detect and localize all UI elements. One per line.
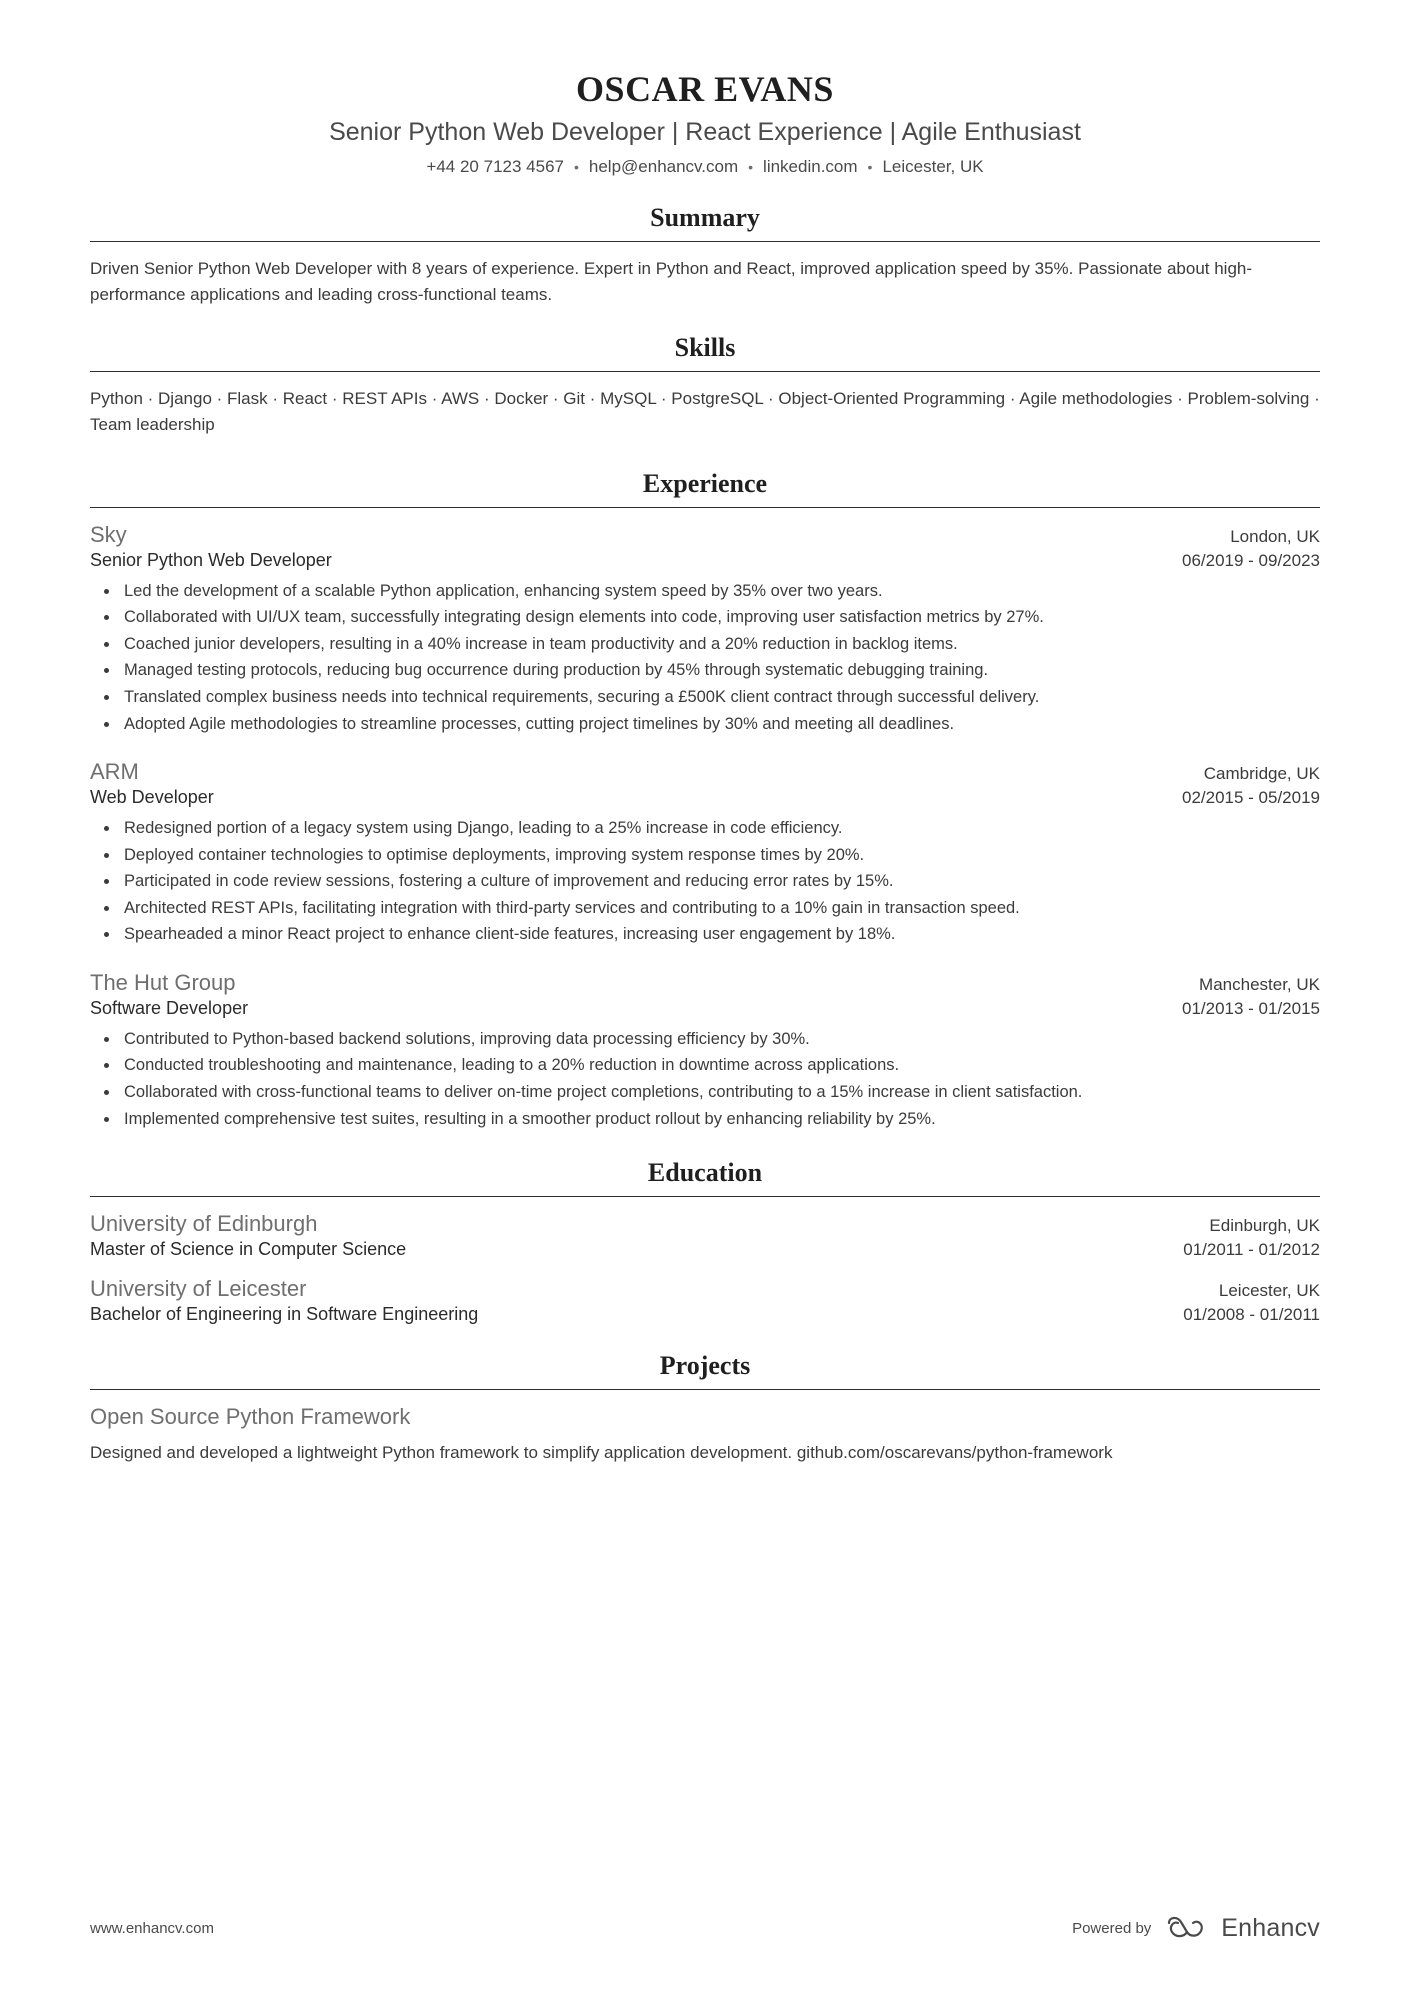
experience-bullet: • Collaborated with cross-functional teams to deliver on-time project completions, contributing to a 15% increase in client satisfaction. xyxy=(120,1080,1320,1106)
section-divider xyxy=(90,371,1320,372)
education-degree: Master of Science in Computer Science xyxy=(90,1239,407,1260)
experience-entry-subheader xyxy=(90,548,1320,571)
education-school: University of Leicester xyxy=(90,1276,307,1302)
section-title-summary: Summary xyxy=(650,203,760,232)
contact-email[interactable]: help@enhancv.com xyxy=(588,157,739,176)
candidate-name: OSCAR EVANS xyxy=(576,69,834,109)
section-projects xyxy=(90,1351,1320,1466)
education-location: Edinburgh, UK xyxy=(1209,1216,1320,1236)
section-skills xyxy=(90,333,1320,439)
experience-entry-subheader xyxy=(90,996,1320,1019)
experience-company: ARM xyxy=(90,759,139,785)
enhancv-mark-icon xyxy=(1165,1913,1211,1943)
experience-entry-header xyxy=(90,970,1320,996)
experience-bullets xyxy=(90,1027,1320,1132)
section-education xyxy=(90,1158,1320,1325)
experience-bullets xyxy=(90,816,1320,948)
experience-role: Web Developer xyxy=(90,787,214,808)
section-title-education: Education xyxy=(647,1158,763,1188)
project-entry xyxy=(90,1404,1320,1466)
experience-entry xyxy=(90,759,1320,948)
skills-list: Python · Django · Flask · React · REST APIs · AWS · Docker · Git · MySQL · PostgreSQL · Object-Oriented Programming · Agile methodologies · Problem-solving · Team leadership xyxy=(90,389,1320,435)
bullet-separator-icon: • xyxy=(748,159,754,175)
experience-bullet: • Conducted troubleshooting and maintenance, leading to a 20% reduction in downtime across applications. xyxy=(120,1053,1320,1079)
footer-branding xyxy=(1072,1913,1320,1943)
experience-bullet: • Contributed to Python-based backend solutions, improving data processing efficiency by 30%. xyxy=(120,1027,1320,1053)
bullet-separator-icon: • xyxy=(867,159,873,175)
footer-website-url[interactable]: www.enhancv.com xyxy=(90,1919,214,1937)
education-entry-header xyxy=(90,1276,1320,1302)
education-entry-subheader xyxy=(90,1237,1320,1260)
bullet-separator-icon: • xyxy=(573,159,579,175)
experience-bullet: • Translated complex business needs into technical requirements, securing a £500K client contract through successful delivery. xyxy=(120,685,1320,711)
education-entry xyxy=(90,1211,1320,1260)
experience-company: Sky xyxy=(90,521,127,547)
contact-linkedin[interactable]: linkedin.com xyxy=(763,157,858,176)
experience-entry-header xyxy=(90,759,1320,785)
section-title-skills: Skills xyxy=(674,333,736,362)
education-degree: Bachelor of Engineering in Software Engineering xyxy=(90,1304,479,1325)
experience-bullet: • Architected REST APIs, facilitating integration with third-party services and contributing to a 10% gain in transaction speed. xyxy=(120,896,1320,922)
experience-entry xyxy=(90,970,1320,1132)
education-dates: 01/2011 - 01/2012 xyxy=(1183,1240,1320,1260)
experience-bullet: • Coached junior developers, resulting in a 40% increase in team productivity and a 20% reduction in backlog items. xyxy=(120,632,1320,658)
page-footer xyxy=(90,1913,1320,1943)
experience-bullet: • Led the development of a scalable Python application, enhancing system speed by 35% over two years. xyxy=(120,579,1320,605)
education-dates: 01/2008 - 01/2011 xyxy=(1183,1305,1320,1325)
education-entry-subheader xyxy=(90,1302,1320,1325)
section-title-experience: Experience xyxy=(642,468,768,498)
enhancv-logo xyxy=(1165,1913,1320,1943)
education-location: Leicester, UK xyxy=(1218,1281,1320,1301)
experience-location: Cambridge, UK xyxy=(1203,764,1320,784)
experience-role: Senior Python Web Developer xyxy=(90,549,332,570)
experience-bullets xyxy=(90,579,1320,737)
section-summary xyxy=(90,203,1320,307)
experience-bullet: • Managed testing protocols, reducing bug occurrence during production by 45% through systematic debugging training. xyxy=(120,658,1320,684)
experience-bullet: • Adopted Agile methodologies to streamline processes, cutting project timelines by 30% and meeting all deadlines. xyxy=(120,712,1320,738)
section-title-projects: Projects xyxy=(659,1351,751,1381)
section-divider xyxy=(90,1196,1320,1197)
experience-entry-subheader xyxy=(90,785,1320,808)
experience-dates: 06/2019 - 09/2023 xyxy=(1181,550,1320,570)
experience-bullet: • Deployed container technologies to optimise deployments, improving system response times by 20%. xyxy=(120,843,1320,869)
experience-location: London, UK xyxy=(1230,526,1320,546)
powered-by-label: Powered by xyxy=(1072,1919,1152,1937)
experience-company: The Hut Group xyxy=(90,969,236,995)
education-entry-header xyxy=(90,1211,1320,1237)
contact-line xyxy=(90,157,1320,177)
enhancv-wordmark: Enhancv xyxy=(1221,1913,1320,1942)
experience-entry-header xyxy=(90,522,1320,548)
project-name: Open Source Python Framework xyxy=(90,1404,411,1430)
experience-dates: 02/2015 - 05/2019 xyxy=(1181,788,1320,808)
candidate-headline: Senior Python Web Developer | React Experience | Agile Enthusiast xyxy=(329,118,1081,146)
section-divider xyxy=(90,241,1320,242)
experience-bullet: • Spearheaded a minor React project to enhance client-side features, increasing user engagement by 18%. xyxy=(120,922,1320,948)
project-description: Designed and developed a lightweight Python framework to simplify application development. github.com/oscarevans/python-framework xyxy=(90,1443,1113,1463)
contact-location: Leicester, UK xyxy=(882,157,984,176)
experience-dates: 01/2013 - 01/2015 xyxy=(1181,998,1320,1018)
experience-bullet: • Collaborated with UI/UX team, successfully integrating design elements into code, improving user satisfaction metrics by 27%. xyxy=(120,605,1320,631)
experience-bullet: • Redesigned portion of a legacy system using Django, leading to a 25% increase in code efficiency. xyxy=(120,816,1320,842)
experience-bullet: • Implemented comprehensive test suites, resulting in a smoother product rollout by enhancing reliability by 25%. xyxy=(120,1107,1320,1133)
experience-entry xyxy=(90,522,1320,737)
experience-bullet: • Participated in code review sessions, fostering a culture of improvement and reducing error rates by 15%. xyxy=(120,869,1320,895)
experience-location: Manchester, UK xyxy=(1199,974,1320,994)
section-divider xyxy=(90,507,1320,508)
summary-text: Driven Senior Python Web Developer with 8 years of experience. Expert in Python and React, improved application speed by 35%. Passionate about high-performance applications and leading cross-functional teams. xyxy=(90,259,1253,304)
education-entry xyxy=(90,1276,1320,1325)
section-experience xyxy=(90,469,1320,1132)
contact-phone: +44 20 7123 4567 xyxy=(426,157,564,176)
education-school: University of Edinburgh xyxy=(90,1211,318,1237)
experience-role: Software Developer xyxy=(90,997,249,1018)
resume-header xyxy=(90,68,1320,177)
section-divider xyxy=(90,1389,1320,1390)
